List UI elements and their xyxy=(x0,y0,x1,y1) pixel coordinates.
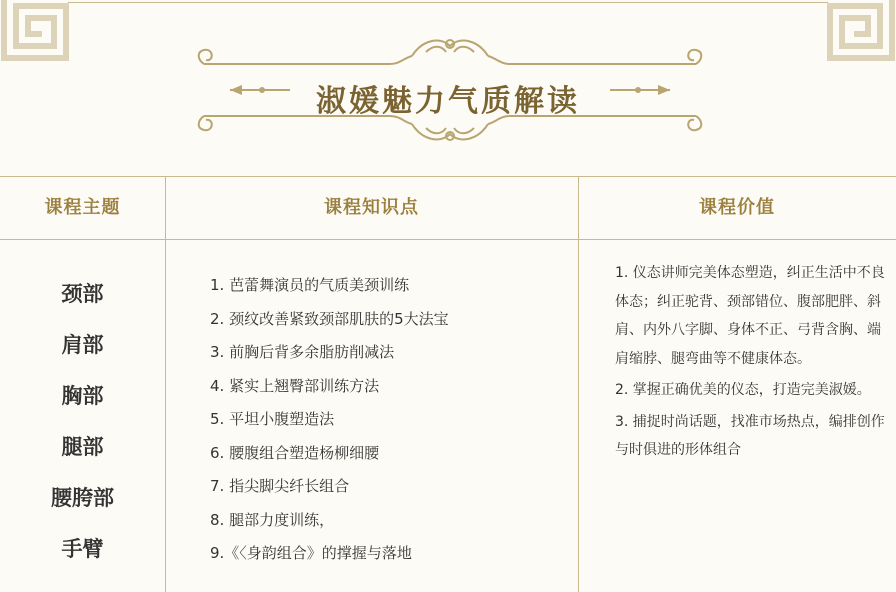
knowledge-point: 3. 前胸后背多余脂肪削减法 xyxy=(210,343,395,361)
knowledge-point-list xyxy=(210,269,570,571)
topic-item: 颈部 xyxy=(61,282,104,306)
knowledge-point: 8. 腿部力度训练， xyxy=(210,510,335,529)
topic-list xyxy=(0,269,165,575)
course-value: 2. 掌握正确优美的仪态，打造完美淑媛。 xyxy=(615,382,871,398)
course-value: 3. 捕捉时尚话题，找准市场热点，编排创作与时俱进的形体组合 xyxy=(615,413,885,458)
topic-item: 胸部 xyxy=(61,384,104,408)
course-value-list xyxy=(615,259,885,468)
knowledge-point: 2. 颈纹改善紧致颈部肌肤的5大法宝 xyxy=(210,309,449,328)
knowledge-point: 5. 平坦小腹塑造法 xyxy=(210,410,335,428)
topic-item: 手臂 xyxy=(61,537,104,561)
corner-ornament-right xyxy=(826,0,896,62)
corner-ornament-left xyxy=(0,0,70,62)
course-table xyxy=(0,176,896,592)
header-knowledge-points: 课程知识点 xyxy=(324,197,419,218)
header-course-value: 课程价值 xyxy=(699,197,775,218)
knowledge-point: 4. 紧实上翘臀部训练方法 xyxy=(210,376,380,395)
header-divider xyxy=(0,239,896,240)
topic-item: 腿部 xyxy=(61,435,104,459)
topic-item: 肩部 xyxy=(61,333,104,357)
knowledge-point: 9.《〈身韵组合》的撑握与落地 xyxy=(210,544,412,562)
topic-item: 腰胯部 xyxy=(51,486,114,510)
top-border-line xyxy=(68,2,828,3)
knowledge-point: 6. 腰腹组合塑造杨柳细腰 xyxy=(210,443,380,462)
knowledge-point: 1. 芭蕾舞演员的气质美颈训练 xyxy=(210,276,410,294)
header-topic: 课程主题 xyxy=(44,197,121,218)
page-title: 淑媛魅力气质解读 xyxy=(316,84,580,119)
knowledge-point: 7. 指尖脚尖纤长组合 xyxy=(210,477,350,495)
course-value: 1. 仪态讲师完美体态塑造，纠正生活中不良体态；纠正驼背、颈部错位、腹部肥胖、斜肩、内外八字脚、身体不正、弓背含胸、端肩缩脖、腿弯曲等不健康体态。 xyxy=(615,265,885,367)
